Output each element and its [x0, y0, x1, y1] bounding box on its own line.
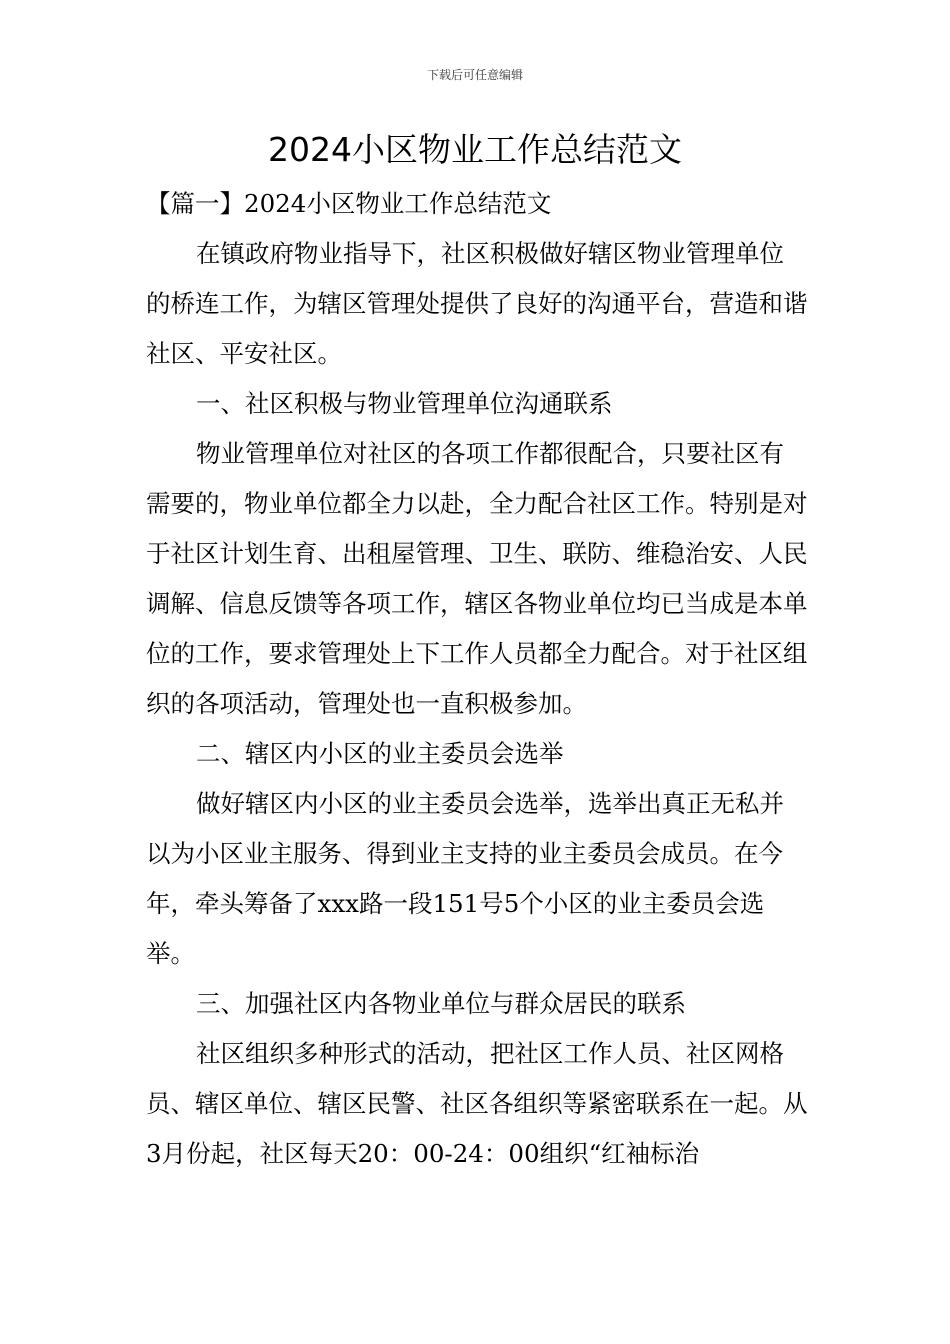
intro-paragraph: 在镇政府物业指导下，社区积极做好辖区物业管理单位的桥连工作，为辖区管理处提供了良好的沟通平台，营造和谐社区、平安社区。 [146, 239, 808, 368]
section-1-paragraph: 物业管理单位对社区的各项工作都很配合，只要社区有需要的，物业单位都全力以赴，全力配合社区工作。特别是对于社区计划生育、出租屋管理、卫生、联防、维稳治安、人民调解、信息反馈等各项工作，辖区各物业单位均已当成是本单位的工作，要求管理处上下工作人员都全力配合。对于社区组织的各项活动，管理处也一直积极参加。 [146, 439, 808, 718]
article-label: 【篇一】2024小区物业工作总结范文 [146, 189, 552, 218]
section-2-paragraph: 做好辖区内小区的业主委员会选举，选举出真正无私并以为小区业主服务、得到业主支持的业主委员会成员。在今年，牵头筹备了xxx路一段151号5个小区的业主委员会选举。 [146, 789, 784, 968]
section-heading-2: 二、辖区内小区的业主委员会选举 [196, 739, 564, 768]
section-3-paragraph: 社区组织多种形式的活动，把社区工作人员、社区网格员、辖区单位、辖区民警、社区各组织等紧密联系在一起。从3月份起，社区每天20：00-24：00组织“红袖标治 [146, 1039, 808, 1168]
document-body [146, 179, 808, 1179]
download-note: 下载后可任意编辑 [426, 68, 523, 82]
section-heading-1: 一、社区积极与物业管理单位沟通联系 [196, 389, 613, 418]
section-heading-3: 三、加强社区内各物业单位与群众居民的联系 [196, 989, 686, 1018]
document-title: 2024小区物业工作总结范文 [268, 130, 682, 169]
